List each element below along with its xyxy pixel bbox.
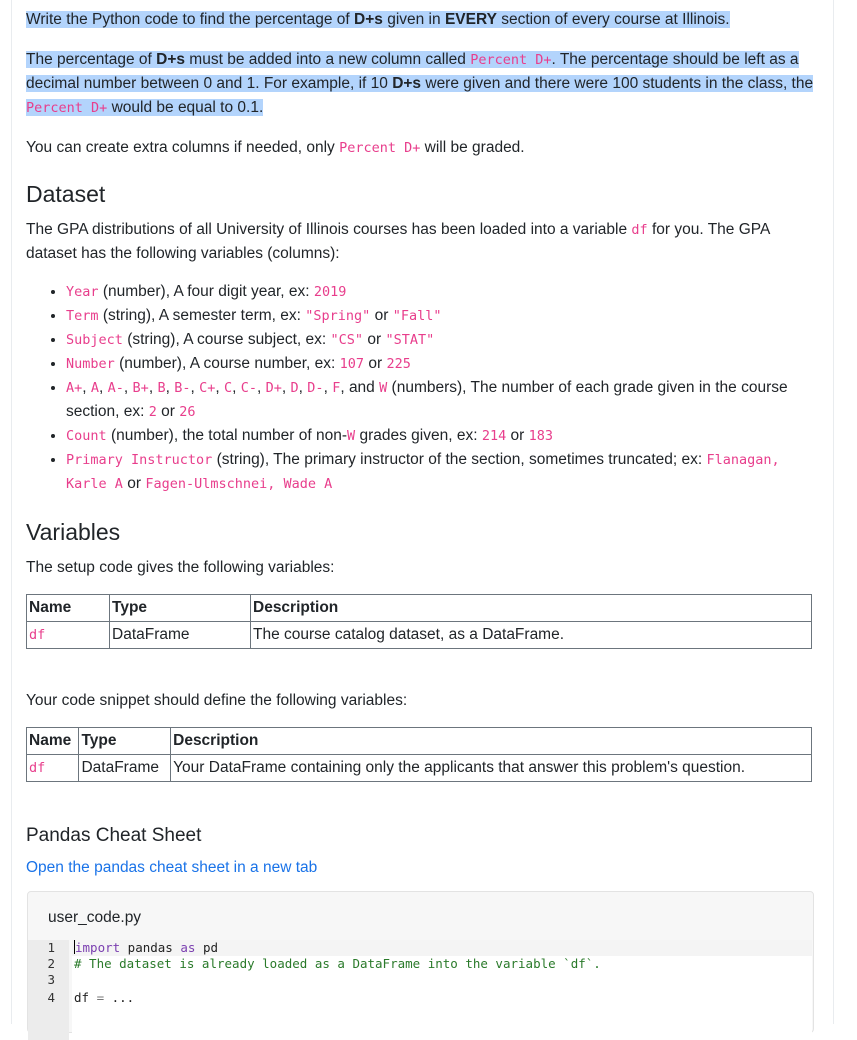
column-header: Name (27, 728, 79, 755)
grade-code: B (157, 380, 166, 396)
list-item: • Term (string), A semester term, ex: "Spring" or "Fall" (66, 304, 816, 328)
grade-code: B+ (132, 380, 149, 396)
setup-variables-table (26, 594, 812, 649)
cheatsheet-link[interactable]: Open the pandas cheat sheet in a new tab (26, 859, 318, 876)
output-variables-table (26, 727, 812, 782)
column-header: Type (79, 728, 171, 755)
table-row (27, 755, 812, 782)
column-header: Description (171, 728, 812, 755)
grade-code: D+ (265, 380, 282, 396)
grade-code: C+ (199, 380, 216, 396)
list-item: • Subject (string), A course subject, ex: "CS" or "STAT" (66, 328, 816, 352)
table-cell: DataFrame (79, 755, 171, 782)
column-header: Name (27, 595, 110, 622)
code-line[interactable]: import pandas as pd (72, 940, 812, 956)
list-item: • A+, A, A-, B+, B, B-, C+, C, C-, D+, D, D-, F, and W (numbers), The number of each grade given in the course section, ex: 2 or 26 (66, 376, 816, 424)
code-line[interactable]: df = ... (74, 990, 135, 1005)
table-cell: Your DataFrame containing only the applicants that answer this problem's question. (171, 755, 812, 782)
card-right-border (833, 0, 834, 1024)
line-number: 1 (47, 940, 55, 955)
grade-code: D- (307, 380, 324, 396)
grade-code: A- (107, 380, 124, 396)
line-number: 2 (47, 956, 55, 971)
grade-code: C (223, 380, 233, 396)
intro-paragraph-3: You can create extra columns if needed, only Percent D+ will be graded. (26, 139, 525, 156)
grade-code: A+ (66, 380, 83, 396)
cheatsheet-heading: Pandas Cheat Sheet (26, 825, 202, 846)
intro-paragraph-2: The percentage of D+s must be added into a new column called Percent D+. The percentage should be left as a decimal number between 0 and 1. For example, if 10 D+s were given and there were 100 students in the class, the Percent D+ would be equal to 0.1. (26, 51, 814, 116)
table-cell: The course catalog dataset, as a DataFrame. (251, 622, 812, 649)
grade-code: F (332, 380, 341, 396)
card-left-border (11, 0, 12, 1024)
code-line[interactable]: # The dataset is already loaded as a DataFrame into the variable `df`. (74, 956, 601, 971)
grade-code: A (90, 380, 100, 396)
intro-paragraph-1: Write the Python code to find the percentage of D+s given in EVERY section of every course at Illinois. (26, 11, 730, 28)
variables-heading: Variables (26, 519, 121, 545)
table-header-row (27, 595, 812, 622)
grade-code: B- (174, 380, 191, 396)
code-line[interactable] (72, 972, 812, 988)
column-header: Type (110, 595, 251, 622)
list-item: • Primary Instructor (string), The primary instructor of the section, sometimes truncated; ex: Flanagan, Karle A or Fagen-Ulmschnei, Wade A (66, 448, 816, 496)
dataset-heading: Dataset (26, 181, 106, 207)
table-header-row (27, 728, 812, 755)
question-body (26, 8, 816, 880)
list-item: • Year (number), A four digit year, ex: 2019 (66, 280, 816, 304)
define-text: Your code snippet should define the following variables: (26, 692, 408, 709)
line-number: 4 (47, 990, 55, 1005)
line-number: 3 (47, 972, 55, 987)
list-item: • Number (number), A course number, ex: 107 or 225 (66, 352, 816, 376)
dataset-description: The GPA distributions of all University of Illinois courses has been loaded into a variable df for you. The GPA dataset has the following variables (columns): (26, 221, 770, 262)
line-number-gutter (28, 940, 69, 1040)
column-header: Description (251, 595, 812, 622)
grade-code: D (290, 380, 299, 396)
dataset-columns-list (26, 280, 816, 496)
list-item: • Count (number), the total number of non-W grades given, ex: 214 or 183 (66, 424, 816, 448)
table-cell: DataFrame (110, 622, 251, 649)
table-cell: df (27, 755, 79, 782)
grade-code: C- (240, 380, 258, 396)
code-editor-panel (27, 891, 814, 1033)
table-cell: df (27, 622, 110, 649)
code-lines[interactable] (72, 940, 812, 1040)
code-editor[interactable] (28, 940, 813, 1040)
setup-text: The setup code gives the following variables: (26, 559, 335, 576)
filename-label: user_code.py (48, 909, 142, 926)
table-row (27, 622, 812, 649)
